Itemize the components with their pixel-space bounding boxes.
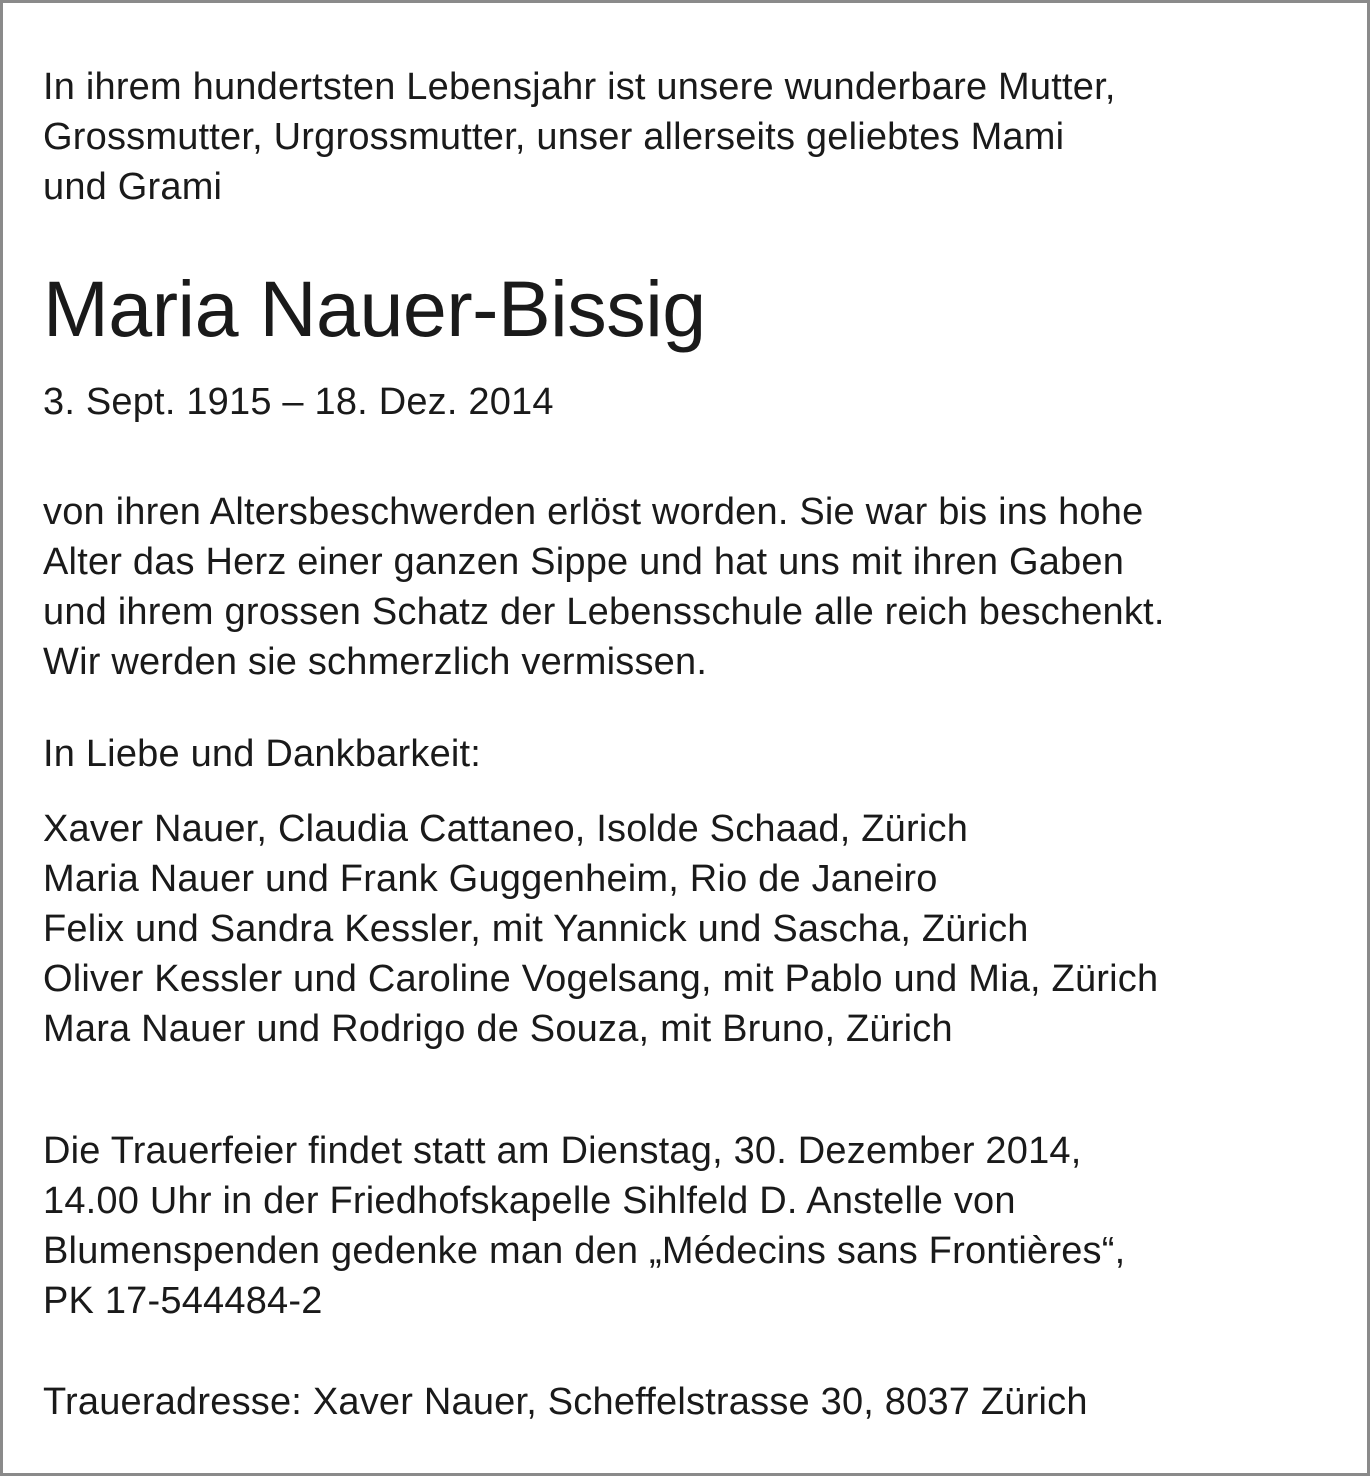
body-line: von ihren Altersbeschwerden erlöst worden. Sie war bis ins hohe <box>43 491 1144 533</box>
life-dates: 3. Sept. 1915 – 18. Dez. 2014 <box>43 381 554 423</box>
service-line: 14.00 Uhr in der Friedhofskapelle Sihlfeld D. Anstelle von <box>43 1180 1016 1222</box>
mourners-list <box>43 804 1347 1054</box>
body-paragraph <box>43 487 1347 687</box>
intro-line: und Grami <box>43 166 223 208</box>
mourner-entry: Xaver Nauer, Claudia Cattaneo, Isolde Schaad, Zürich <box>43 808 969 850</box>
body-line: Alter das Herz einer ganzen Sippe und hat uns mit ihren Gaben <box>43 541 1125 583</box>
body-line: und ihrem grossen Schatz der Lebensschule alle reich beschenkt. <box>43 591 1165 633</box>
intro-line: Grossmutter, Urgrossmutter, unser allerseits geliebtes Mami <box>43 116 1065 158</box>
intro-line: In ihrem hundertsten Lebensjahr ist unsere wunderbare Mutter, <box>43 66 1116 108</box>
service-line: Blumenspenden gedenke man den „Médecins sans Frontières“, <box>43 1230 1126 1272</box>
mourner-entry: Oliver Kessler und Caroline Vogelsang, mit Pablo und Mia, Zürich <box>43 958 1159 1000</box>
mourner-entry: Felix und Sandra Kessler, mit Yannick und Sascha, Zürich <box>43 908 1029 950</box>
deceased-name: Maria Nauer-Bissig <box>43 264 706 353</box>
mourner-entry: Maria Nauer und Frank Guggenheim, Rio de Janeiro <box>43 858 938 900</box>
intro-paragraph <box>43 62 1347 212</box>
service-line: PK 17-544484-2 <box>43 1280 323 1322</box>
body-line: Wir werden sie schmerzlich vermissen. <box>43 641 708 683</box>
service-line: Die Trauerfeier findet statt am Dienstag, 30. Dezember 2014, <box>43 1130 1082 1172</box>
service-paragraph <box>43 1126 1347 1326</box>
mourner-entry: Mara Nauer und Rodrigo de Souza, mit Bruno, Zürich <box>43 1008 953 1050</box>
thanks-line: In Liebe und Dankbarkeit: <box>43 733 482 775</box>
mourning-address: Traueradresse: Xaver Nauer, Scheffelstrasse 30, 8037 Zürich <box>43 1381 1088 1423</box>
